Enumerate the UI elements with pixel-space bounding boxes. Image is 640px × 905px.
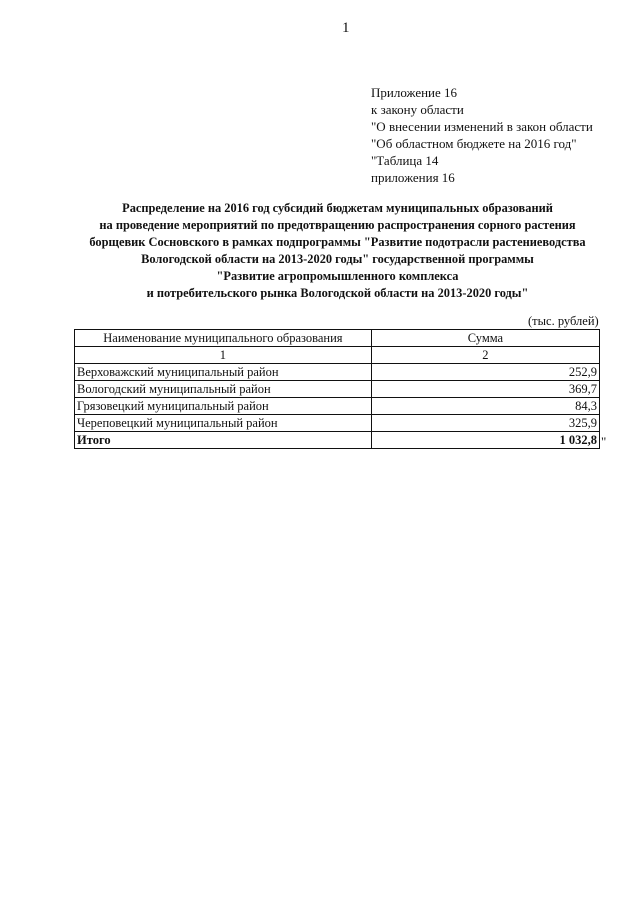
title-line: Вологодской области на 2013-2020 годы" государственной программы [141, 252, 534, 266]
row-name: Верховажский муниципальный район [75, 364, 372, 381]
header-name: Наименование муниципального образования [75, 330, 372, 347]
title-line: и потребительского рынка Вологодской области на 2013-2020 годы" [146, 286, 529, 300]
row-name: Вологодский муниципальный район [75, 381, 372, 398]
document-title [60, 200, 615, 302]
appendix-line: "Таблица 14 [371, 153, 439, 168]
appendix-block [371, 84, 593, 186]
title-line: "Развитие агропромышленного комплекса [216, 269, 459, 283]
appendix-line: Приложение 16 [371, 85, 458, 100]
table-row [75, 364, 600, 381]
units-label: (тыс. рублей) [528, 314, 599, 328]
row-sum: 325,9 [371, 415, 599, 432]
row-name: Череповецкий муниципальный район [75, 415, 372, 432]
total-sum: 1 032,8 [371, 432, 599, 449]
total-label: Итого [75, 432, 372, 449]
row-sum: 252,9 [371, 364, 599, 381]
column-number-name: 1 [75, 347, 372, 364]
appendix-line: к закону области [371, 102, 464, 117]
table-row [75, 381, 600, 398]
table-header-row [75, 330, 600, 347]
row-sum: 369,7 [371, 381, 599, 398]
appendix-line: приложения 16 [371, 170, 455, 185]
header-sum: Сумма [371, 330, 599, 347]
title-line: борщевик Сосновского в рамках подпрограммы "Развитие подотрасли растениеводства [89, 235, 586, 249]
subsidy-table [74, 329, 600, 449]
total-row [75, 432, 600, 449]
appendix-line: "О внесении изменений в закон области [371, 119, 593, 134]
title-line: Распределение на 2016 год субсидий бюджетам муниципальных образований [122, 201, 553, 215]
page-number: 1 [342, 20, 350, 36]
row-name: Грязовецкий муниципальный район [75, 398, 372, 415]
column-number-sum: 2 [371, 347, 599, 364]
table-row [75, 398, 600, 415]
row-sum: 84,3 [371, 398, 599, 415]
title-line: на проведение мероприятий по предотвращению распространения сорного растения [99, 218, 576, 232]
closing-quote: " [601, 434, 607, 449]
appendix-line: "Об областном бюджете на 2016 год" [371, 136, 577, 151]
table-row [75, 415, 600, 432]
column-number-row [75, 347, 600, 364]
